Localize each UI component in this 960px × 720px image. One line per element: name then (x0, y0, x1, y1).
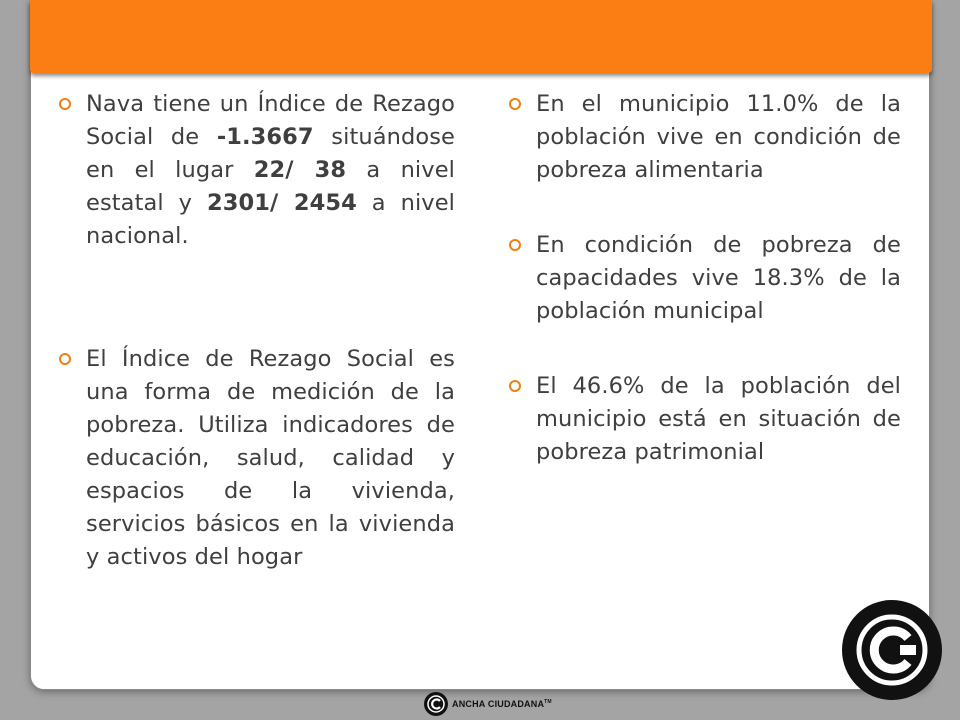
bullet-text: El 46.6% de la población del municipio está en situación de pobreza patrimonial (536, 373, 901, 465)
bullet-text: Nava tiene un Índice de Rezago Social de -1.3667 situándose en el lugar 22/ 38 a nivel estatal y 2301/ 2454 a nivel nacional. (86, 91, 456, 249)
bullet-item-rezago-definition (58, 343, 455, 574)
bullet-text: En condición de pobreza de capacidades vive 18.3% de la población municipal (536, 232, 901, 324)
index-value: -1.3667 (216, 124, 314, 150)
ring-bullet-icon (59, 353, 71, 365)
right-column (508, 88, 901, 469)
ring-bullet-icon (509, 98, 521, 110)
state-rank: 22/ 38 (253, 157, 347, 183)
footer-brand-text: ANCHA CIUDADANA™ (452, 699, 552, 709)
bullet-item-rezago-index (58, 88, 455, 253)
logo-c-mark (846, 604, 938, 696)
bullet-item-pobreza-alimentaria (508, 88, 901, 187)
footer-logo-icon (424, 692, 448, 716)
ring-bullet-icon (509, 380, 521, 392)
bullet-text: En el municipio 11.0% de la población vive en condición de pobreza alimentaria (536, 91, 901, 183)
ring-bullet-icon (509, 239, 521, 251)
bullet-item-pobreza-patrimonial (508, 370, 901, 469)
ring-bullet-icon (59, 98, 71, 110)
national-rank: 2301/ 2454 (206, 190, 357, 216)
cancha-ciudadana-logo-icon (842, 600, 942, 700)
left-column (58, 88, 455, 574)
footer-brand (424, 691, 552, 717)
bullet-text: El Índice de Rezago Social es una forma de medición de la pobreza. Utiliza indicadores de educación, salud, calidad y espacios de la vivienda, servicios básicos en la vivienda y activos del hogar (86, 346, 455, 570)
title-banner (30, 0, 932, 73)
bullet-item-pobreza-capacidades (508, 229, 901, 328)
